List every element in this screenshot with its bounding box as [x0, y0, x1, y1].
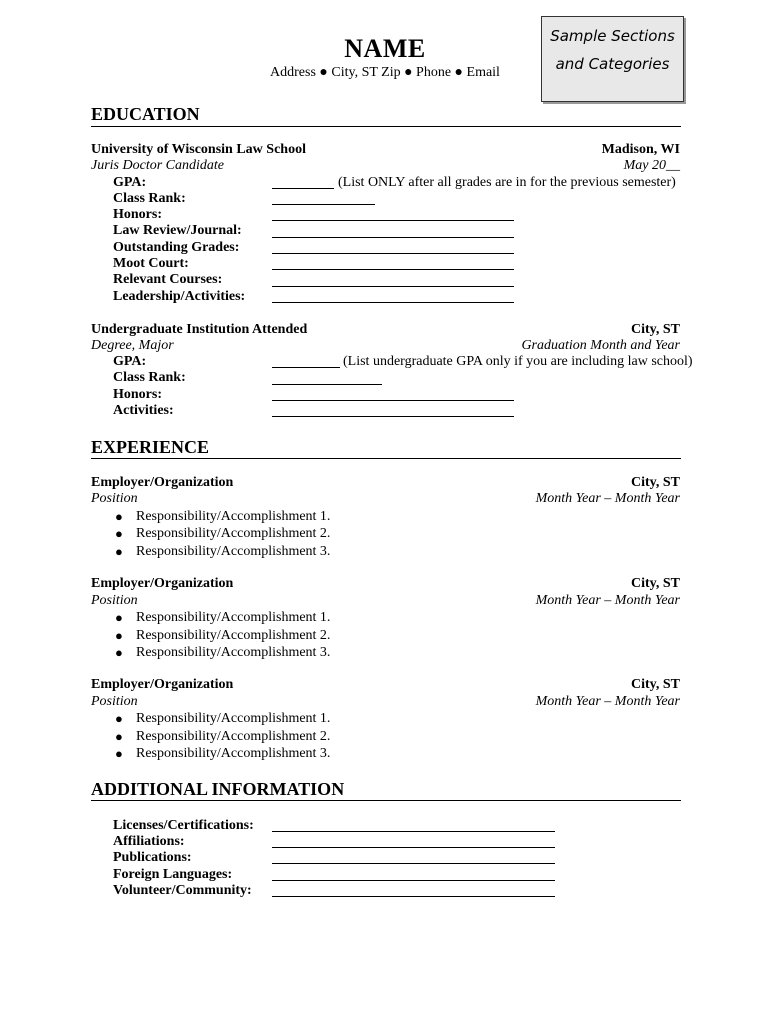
undergrad-location: City, ST [630, 322, 680, 337]
exp1-dates: Month Year – Month Year [535, 491, 680, 506]
exp3-bullet-3: Responsibility/Accomplishment 3. [136, 746, 331, 761]
law-leadership-blank [272, 302, 514, 303]
law-school-name: University of Wisconsin Law School [91, 142, 306, 157]
law-field-law-review: Law Review/Journal: [113, 223, 242, 238]
exp2-position: Position [91, 593, 138, 608]
additional-heading: ADDITIONAL INFORMATION [91, 779, 345, 799]
bullet-dot: ● [115, 628, 123, 643]
contact-line: Address ● City, ST Zip ● Phone ● Email [270, 65, 500, 80]
education-rule [91, 126, 681, 127]
law-gpa-note: (List ONLY after all grades are in for the previous semester) [338, 175, 676, 190]
undergrad-degree: Degree, Major [91, 338, 174, 353]
exp3-bullet-1: Responsibility/Accomplishment 1. [136, 711, 331, 726]
exp1-location: City, ST [630, 475, 680, 490]
ug-class-rank-blank [272, 384, 382, 385]
bullet-dot: ● [115, 610, 123, 625]
add-volunteer-blank [272, 896, 555, 897]
ug-field-activities: Activities: [113, 403, 174, 418]
exp3-bullet-2: Responsibility/Accomplishment 2. [136, 729, 331, 744]
add-affiliations-blank [272, 847, 555, 848]
ug-gpa-blank [272, 367, 340, 368]
exp2-dates: Month Year – Month Year [535, 593, 680, 608]
exp2-employer: Employer/Organization [91, 576, 234, 591]
law-gpa-blank [272, 188, 334, 189]
ug-field-gpa: GPA: [113, 354, 147, 369]
add-publications-blank [272, 863, 555, 864]
exp3-employer: Employer/Organization [91, 677, 234, 692]
add-field-volunteer: Volunteer/Community: [113, 883, 252, 898]
exp1-position: Position [91, 491, 138, 506]
law-grades-blank [272, 253, 514, 254]
add-field-licenses: Licenses/Certifications: [113, 818, 254, 833]
add-field-affiliations: Affiliations: [113, 834, 185, 849]
add-field-languages: Foreign Languages: [113, 867, 233, 882]
sample-sections-callout [541, 16, 684, 102]
exp1-employer: Employer/Organization [91, 475, 234, 490]
bullet-dot: ● [115, 711, 123, 726]
education-heading: EDUCATION [91, 104, 200, 124]
exp3-dates: Month Year – Month Year [535, 694, 680, 709]
exp1-bullet-3: Responsibility/Accomplishment 3. [136, 544, 331, 559]
law-field-relevant-courses: Relevant Courses: [113, 272, 223, 287]
additional-rule [91, 800, 681, 801]
law-moot-blank [272, 269, 514, 270]
ug-field-honors: Honors: [113, 387, 162, 402]
ug-field-class-rank: Class Rank: [113, 370, 186, 385]
law-field-honors: Honors: [113, 207, 162, 222]
exp1-bullet-2: Responsibility/Accomplishment 2. [136, 526, 331, 541]
experience-heading: EXPERIENCE [91, 437, 210, 457]
exp3-position: Position [91, 694, 138, 709]
bullet-dot: ● [115, 729, 123, 744]
resume-name: NAME [344, 34, 426, 63]
callout-line-1: Sample Sections [550, 27, 675, 45]
bullet-dot: ● [115, 544, 123, 559]
law-field-class-rank: Class Rank: [113, 191, 186, 206]
law-honors-blank [272, 220, 514, 221]
law-school-date: May 20__ [623, 158, 680, 173]
law-review-blank [272, 237, 514, 238]
exp2-bullet-1: Responsibility/Accomplishment 1. [136, 610, 331, 625]
undergrad-date: Graduation Month and Year [521, 338, 680, 353]
ug-gpa-note: (List undergraduate GPA only if you are including law school) [343, 354, 693, 369]
bullet-dot: ● [115, 509, 123, 524]
ug-activities-blank [272, 416, 514, 417]
law-field-moot-court: Moot Court: [113, 256, 189, 271]
exp3-location: City, ST [630, 677, 680, 692]
law-field-outstanding-grades: Outstanding Grades: [113, 240, 240, 255]
exp2-bullet-3: Responsibility/Accomplishment 3. [136, 645, 331, 660]
law-class-rank-blank [272, 204, 375, 205]
law-field-gpa: GPA: [113, 175, 147, 190]
bullet-dot: ● [115, 746, 123, 761]
exp1-bullet-1: Responsibility/Accomplishment 1. [136, 509, 331, 524]
law-field-leadership: Leadership/Activities: [113, 289, 246, 304]
callout-line-2: and Categories [555, 55, 670, 73]
undergrad-name: Undergraduate Institution Attended [91, 322, 308, 337]
bullet-dot: ● [115, 645, 123, 660]
law-school-location: Madison, WI [601, 142, 680, 157]
bullet-dot: ● [115, 526, 123, 541]
experience-rule [91, 458, 681, 459]
law-courses-blank [272, 286, 514, 287]
ug-honors-blank [272, 400, 514, 401]
exp2-bullet-2: Responsibility/Accomplishment 2. [136, 628, 331, 643]
add-field-publications: Publications: [113, 850, 192, 865]
add-languages-blank [272, 880, 555, 881]
add-licenses-blank [272, 831, 555, 832]
exp2-location: City, ST [630, 576, 680, 591]
law-school-degree: Juris Doctor Candidate [91, 158, 224, 173]
